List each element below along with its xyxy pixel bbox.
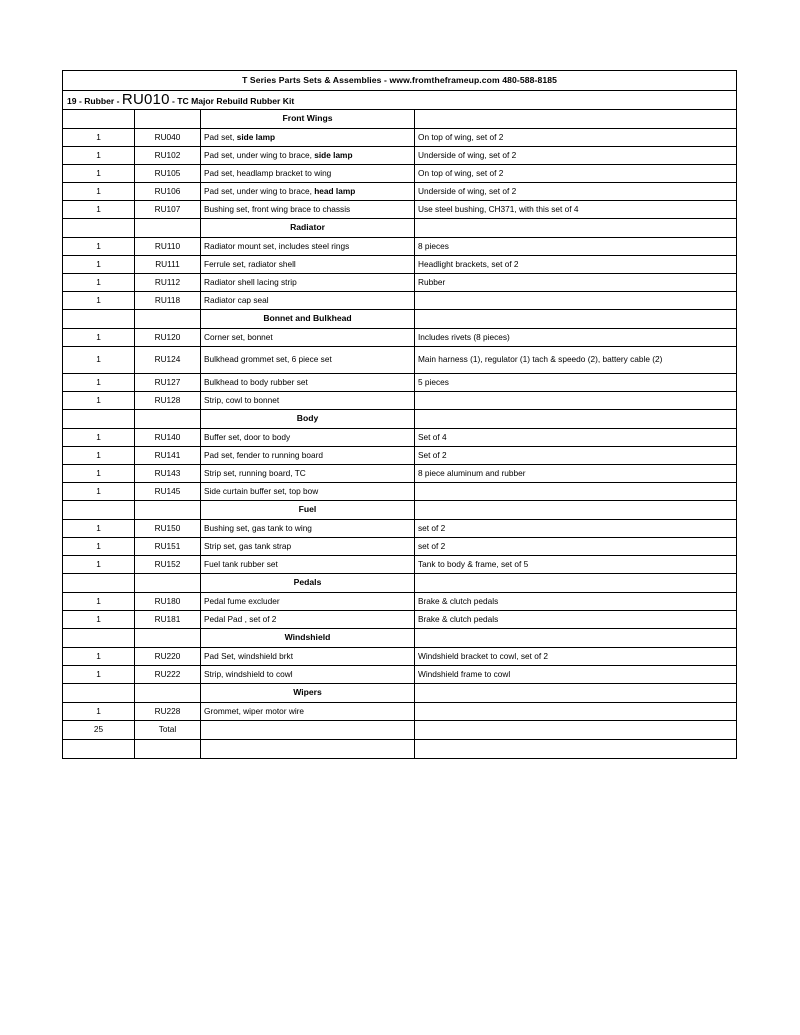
notes-cell: Use steel bushing, CH371, with this set of 4 (415, 201, 737, 219)
part-number-cell: RU151 (135, 538, 201, 556)
quantity-cell: 1 (63, 129, 135, 147)
section-part-cell (135, 501, 201, 520)
section-title: Pedals (201, 574, 415, 593)
section-header-row (63, 501, 737, 520)
kit-prefix: 19 - Rubber - (67, 96, 122, 107)
table-row (63, 483, 737, 501)
description-text: Side curtain buffer set, top bow (204, 485, 319, 496)
description-text: Pedal Pad , set of 2 (204, 613, 277, 624)
section-qty-cell (63, 219, 135, 238)
section-part-cell (135, 574, 201, 593)
quantity-cell: 1 (63, 593, 135, 611)
section-qty-cell (63, 684, 135, 703)
part-number-cell: RU111 (135, 256, 201, 274)
description-emphasis: side lamp (314, 149, 353, 160)
description-cell (201, 447, 415, 465)
table-row (63, 292, 737, 310)
quantity-cell: 1 (63, 329, 135, 347)
table-row (63, 520, 737, 538)
table-row (63, 183, 737, 201)
description-text: Corner set, bonnet (204, 331, 273, 342)
section-part-cell (135, 310, 201, 329)
description-cell (201, 201, 415, 219)
section-header-row (63, 110, 737, 129)
description-cell (201, 347, 415, 374)
description-cell (201, 238, 415, 256)
part-number-cell: RU118 (135, 292, 201, 310)
sheet-banner-row (63, 71, 737, 91)
quantity-cell: 1 (63, 556, 135, 574)
notes-cell (415, 703, 737, 721)
section-title: Radiator (201, 219, 415, 238)
quantity-cell: 1 (63, 274, 135, 292)
description-text: Strip set, gas tank strap (204, 540, 292, 551)
kit-suffix: - TC Major Rebuild Rubber Kit (169, 96, 295, 107)
description-text: Bulkhead grommet set, 6 piece set (204, 354, 332, 365)
section-title: Fuel (201, 501, 415, 520)
kit-title-row (63, 91, 737, 110)
table-row (63, 703, 737, 721)
quantity-cell: 1 (63, 447, 135, 465)
part-number-cell: RU106 (135, 183, 201, 201)
description-text: Grommet, wiper motor wire (204, 705, 305, 716)
notes-cell: On top of wing, set of 2 (415, 165, 737, 183)
quantity-cell: 1 (63, 666, 135, 684)
description-cell (201, 129, 415, 147)
total-row (63, 721, 737, 740)
quantity-cell: 1 (63, 256, 135, 274)
description-cell (201, 611, 415, 629)
quantity-cell: 1 (63, 429, 135, 447)
description-cell (201, 256, 415, 274)
section-notes-cell (415, 410, 737, 429)
sheet-banner: T Series Parts Sets & Assemblies - www.fromtheframeup.com 480-588-8185 (63, 71, 737, 91)
description-text: Fuel tank rubber set (204, 558, 278, 569)
part-number-cell: RU181 (135, 611, 201, 629)
table-row (63, 648, 737, 666)
notes-cell (415, 392, 737, 410)
section-title: Windshield (201, 629, 415, 648)
description-text: Bushing set, gas tank to wing (204, 522, 312, 533)
description-cell (201, 465, 415, 483)
part-number-cell: RU152 (135, 556, 201, 574)
description-cell (201, 666, 415, 684)
description-text: Pad set, under wing to brace, (204, 185, 315, 196)
table-row (63, 538, 737, 556)
description-text: Pad set, headlamp bracket to wing (204, 167, 332, 178)
description-cell (201, 292, 415, 310)
quantity-cell: 1 (63, 392, 135, 410)
quantity-cell: 1 (63, 374, 135, 392)
section-qty-cell (63, 410, 135, 429)
section-qty-cell (63, 310, 135, 329)
quantity-cell: 1 (63, 292, 135, 310)
part-number-cell: RU140 (135, 429, 201, 447)
description-text: Strip, cowl to bonnet (204, 394, 280, 405)
notes-cell (415, 292, 737, 310)
section-header-row (63, 310, 737, 329)
notes-cell: On top of wing, set of 2 (415, 129, 737, 147)
part-number-cell: RU180 (135, 593, 201, 611)
table-row (63, 392, 737, 410)
notes-cell: set of 2 (415, 538, 737, 556)
table-row (63, 329, 737, 347)
part-number-cell: RU110 (135, 238, 201, 256)
notes-cell: Includes rivets (8 pieces) (415, 329, 737, 347)
notes-cell (415, 483, 737, 501)
table-row (63, 611, 737, 629)
notes-cell: Underside of wing, set of 2 (415, 183, 737, 201)
description-emphasis: side lamp (236, 131, 276, 142)
part-number-cell: RU105 (135, 165, 201, 183)
section-notes-cell (415, 110, 737, 129)
description-cell (201, 392, 415, 410)
part-number-cell (135, 740, 201, 759)
description-text: Pad set, (204, 131, 237, 142)
part-number-cell: RU127 (135, 374, 201, 392)
quantity-cell: 1 (63, 465, 135, 483)
parts-sheet (62, 70, 736, 759)
quantity-cell: 1 (63, 538, 135, 556)
notes-cell: Windshield bracket to cowl, set of 2 (415, 648, 737, 666)
notes-cell: Set of 4 (415, 429, 737, 447)
quantity-cell: 1 (63, 165, 135, 183)
notes-cell: Set of 2 (415, 447, 737, 465)
section-part-cell (135, 684, 201, 703)
description-cell (201, 520, 415, 538)
notes-cell: 8 piece aluminum and rubber (415, 465, 737, 483)
table-row (63, 165, 737, 183)
section-part-cell (135, 410, 201, 429)
section-notes-cell (415, 501, 737, 520)
part-number-cell: RU228 (135, 703, 201, 721)
description-text: Strip, windshield to cowl (204, 668, 293, 679)
section-part-cell (135, 219, 201, 238)
notes-cell: 5 pieces (415, 374, 737, 392)
notes-cell: Brake & clutch pedals (415, 593, 737, 611)
quantity-cell: 1 (63, 201, 135, 219)
section-title: Front Wings (201, 110, 415, 129)
table-row (63, 129, 737, 147)
table-row (63, 429, 737, 447)
quantity-cell: 1 (63, 703, 135, 721)
part-number-cell: RU124 (135, 347, 201, 374)
section-notes-cell (415, 310, 737, 329)
part-number-cell: RU141 (135, 447, 201, 465)
notes-cell: Underside of wing, set of 2 (415, 147, 737, 165)
part-number-cell: RU220 (135, 648, 201, 666)
description-cell (201, 165, 415, 183)
section-part-cell (135, 629, 201, 648)
quantity-cell: 1 (63, 520, 135, 538)
section-header-row (63, 629, 737, 648)
table-row (63, 238, 737, 256)
part-number-cell: Total (135, 721, 201, 740)
description-cell (201, 740, 415, 759)
description-cell (201, 703, 415, 721)
description-text: Bushing set, front wing brace to chassis (204, 203, 351, 214)
section-qty-cell (63, 110, 135, 129)
section-qty-cell (63, 501, 135, 520)
description-cell (201, 538, 415, 556)
part-number-cell: RU222 (135, 666, 201, 684)
quantity-cell (63, 740, 135, 759)
notes-cell: Headlight brackets, set of 2 (415, 256, 737, 274)
table-row (63, 447, 737, 465)
table-row (63, 201, 737, 219)
table-row (63, 374, 737, 392)
part-number-cell: RU102 (135, 147, 201, 165)
description-cell (201, 374, 415, 392)
section-part-cell (135, 110, 201, 129)
notes-cell: Brake & clutch pedals (415, 611, 737, 629)
part-number-cell: RU112 (135, 274, 201, 292)
part-number-cell: RU107 (135, 201, 201, 219)
part-number-cell: RU150 (135, 520, 201, 538)
description-emphasis: head lamp (314, 185, 356, 196)
part-number-cell: RU120 (135, 329, 201, 347)
table-row (63, 465, 737, 483)
description-cell (201, 483, 415, 501)
table-row (63, 666, 737, 684)
description-cell (201, 429, 415, 447)
description-text: Radiator shell lacing strip (204, 276, 297, 287)
notes-cell (415, 721, 737, 740)
description-cell (201, 183, 415, 201)
section-qty-cell (63, 629, 135, 648)
section-title: Wipers (201, 684, 415, 703)
quantity-cell: 25 (63, 721, 135, 740)
description-cell (201, 274, 415, 292)
description-text: Pedal fume excluder (204, 595, 280, 606)
notes-cell: Main harness (1), regulator (1) tach & speedo (2), battery cable (2) (415, 347, 737, 374)
notes-cell: 8 pieces (415, 238, 737, 256)
section-header-row (63, 684, 737, 703)
description-text: Buffer set, door to body (204, 431, 291, 442)
description-cell (201, 329, 415, 347)
description-text: Pad set, under wing to brace, (204, 149, 315, 160)
section-header-row (63, 410, 737, 429)
notes-cell (415, 740, 737, 759)
quantity-cell: 1 (63, 183, 135, 201)
description-cell (201, 648, 415, 666)
kit-code: RU010 (121, 91, 170, 109)
table-row (63, 593, 737, 611)
table-row (63, 274, 737, 292)
table-row (63, 347, 737, 374)
section-notes-cell (415, 219, 737, 238)
part-number-cell: RU145 (135, 483, 201, 501)
description-text: Radiator mount set, includes steel rings (204, 240, 350, 251)
section-notes-cell (415, 684, 737, 703)
blank-row (63, 740, 737, 759)
table-row (63, 556, 737, 574)
part-number-cell: RU143 (135, 465, 201, 483)
section-notes-cell (415, 574, 737, 593)
table-row (63, 256, 737, 274)
quantity-cell: 1 (63, 347, 135, 374)
description-cell (201, 721, 415, 740)
description-cell (201, 593, 415, 611)
description-text: Bulkhead to body rubber set (204, 376, 308, 387)
quantity-cell: 1 (63, 238, 135, 256)
notes-cell: Windshield frame to cowl (415, 666, 737, 684)
description-text: Radiator cap seal (204, 294, 269, 305)
kit-title (63, 91, 737, 110)
table-row (63, 147, 737, 165)
section-qty-cell (63, 574, 135, 593)
section-notes-cell (415, 629, 737, 648)
description-cell (201, 556, 415, 574)
section-title: Bonnet and Bulkhead (201, 310, 415, 329)
parts-table-body (63, 71, 737, 759)
description-text: Pad set, fender to running board (204, 449, 324, 460)
quantity-cell: 1 (63, 611, 135, 629)
notes-cell: Rubber (415, 274, 737, 292)
description-cell (201, 147, 415, 165)
description-text: Pad Set, windshield brkt (204, 650, 294, 661)
section-header-row (63, 574, 737, 593)
section-header-row (63, 219, 737, 238)
notes-cell: Tank to body & frame, set of 5 (415, 556, 737, 574)
section-title: Body (201, 410, 415, 429)
quantity-cell: 1 (63, 648, 135, 666)
description-text: Ferrule set, radiator shell (204, 258, 296, 269)
quantity-cell: 1 (63, 483, 135, 501)
part-number-cell: RU040 (135, 129, 201, 147)
description-text: Strip set, running board, TC (204, 467, 306, 478)
part-number-cell: RU128 (135, 392, 201, 410)
parts-table (62, 70, 737, 759)
quantity-cell: 1 (63, 147, 135, 165)
notes-cell: set of 2 (415, 520, 737, 538)
